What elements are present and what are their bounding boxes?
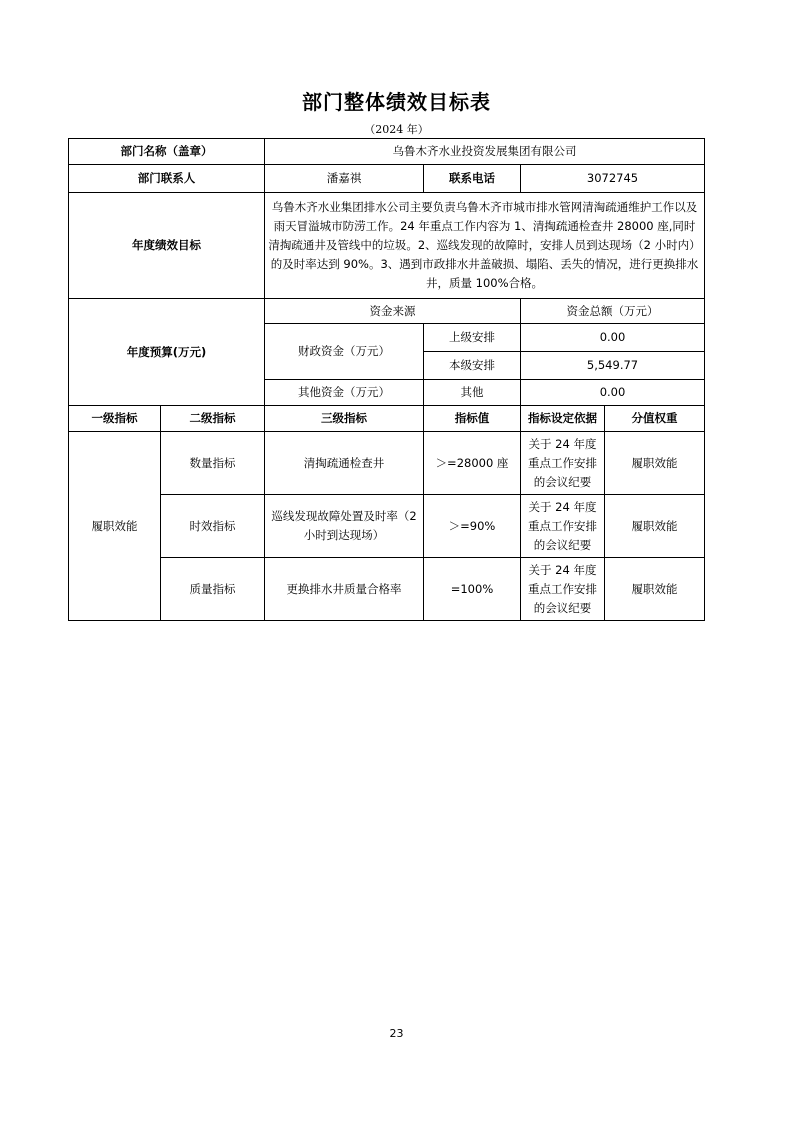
value-cell: ＞=28000 座 <box>424 432 521 495</box>
dept-name-label: 部门名称（盖章） <box>69 139 265 165</box>
level3-cell: 更换排水井质量合格率 <box>265 558 424 621</box>
indicator-row <box>69 495 705 558</box>
phone-label: 联系电话 <box>424 165 521 193</box>
level2-cell: 数量指标 <box>161 432 265 495</box>
header-value: 指标值 <box>424 406 521 432</box>
other-value: 0.00 <box>521 380 705 406</box>
contact-value: 潘嘉祺 <box>265 165 424 193</box>
local-label: 本级安排 <box>424 352 521 380</box>
basis-cell: 关于 24 年度重点工作安排的会议纪要 <box>521 495 605 558</box>
phone-value: 3072745 <box>521 165 705 193</box>
year-caption: （2024 年） <box>364 123 429 136</box>
header-level2: 二级指标 <box>161 406 265 432</box>
fund-total-header: 资金总额（万元） <box>521 299 705 324</box>
budget-header-row <box>69 299 705 324</box>
weight-cell: 履职效能 <box>605 432 705 495</box>
level3-cell: 巡线发现故障处置及时率（2 小时到达现场） <box>265 495 424 558</box>
basis-cell: 关于 24 年度重点工作安排的会议纪要 <box>521 558 605 621</box>
weight-cell: 履职效能 <box>605 495 705 558</box>
contact-label: 部门联系人 <box>69 165 265 193</box>
other-sub-label: 其他 <box>424 380 521 406</box>
level2-cell: 质量指标 <box>161 558 265 621</box>
upper-value: 0.00 <box>521 324 705 352</box>
indicator-row <box>69 558 705 621</box>
dept-name-value: 乌鲁木齐水业投资发展集团有限公司 <box>265 139 705 165</box>
other-fund-label: 其他资金（万元） <box>265 380 424 406</box>
header-basis: 指标设定依据 <box>521 406 605 432</box>
level2-cell: 时效指标 <box>161 495 265 558</box>
fund-source-header: 资金来源 <box>265 299 521 324</box>
dept-name-row <box>69 139 705 165</box>
goal-text: 乌鲁木齐水业集团排水公司主要负责乌鲁木齐市城市排水管网清淘疏通维护工作以及雨天冒溢城市防涝工作。24 年重点工作内容为 1、清掏疏通检查井 28000 座,同时清掏疏通井及管线中的垃圾。2、巡线发现的故障时，安排人员到达现场（2 小时内）的及时率达到 90%。3、遇到市政排水井盖破损、塌陷、丢失的情况，进行更换排水井，质量 100%合格。 <box>265 193 705 299</box>
value-cell: =100% <box>424 558 521 621</box>
indicator-row <box>69 432 705 495</box>
basis-cell: 关于 24 年度重点工作安排的会议纪要 <box>521 432 605 495</box>
header-level1: 一级指标 <box>69 406 161 432</box>
indicator-header-row <box>69 406 705 432</box>
page-title: 部门整体绩效目标表 <box>302 90 491 114</box>
level3-cell: 清掏疏通检查井 <box>265 432 424 495</box>
value-cell: ＞=90% <box>424 495 521 558</box>
performance-table <box>68 138 705 621</box>
header-weight: 分值权重 <box>605 406 705 432</box>
page-number: 23 <box>389 1027 404 1040</box>
level1-cell: 履职效能 <box>69 432 161 621</box>
budget-label: 年度预算(万元) <box>69 299 265 406</box>
dept-contact-row <box>69 165 705 193</box>
goal-label: 年度绩效目标 <box>69 193 265 299</box>
local-value: 5,549.77 <box>521 352 705 380</box>
weight-cell: 履职效能 <box>605 558 705 621</box>
fiscal-fund-label: 财政资金（万元） <box>265 324 424 380</box>
header-level3: 三级指标 <box>265 406 424 432</box>
goal-row <box>69 193 705 299</box>
upper-label: 上级安排 <box>424 324 521 352</box>
